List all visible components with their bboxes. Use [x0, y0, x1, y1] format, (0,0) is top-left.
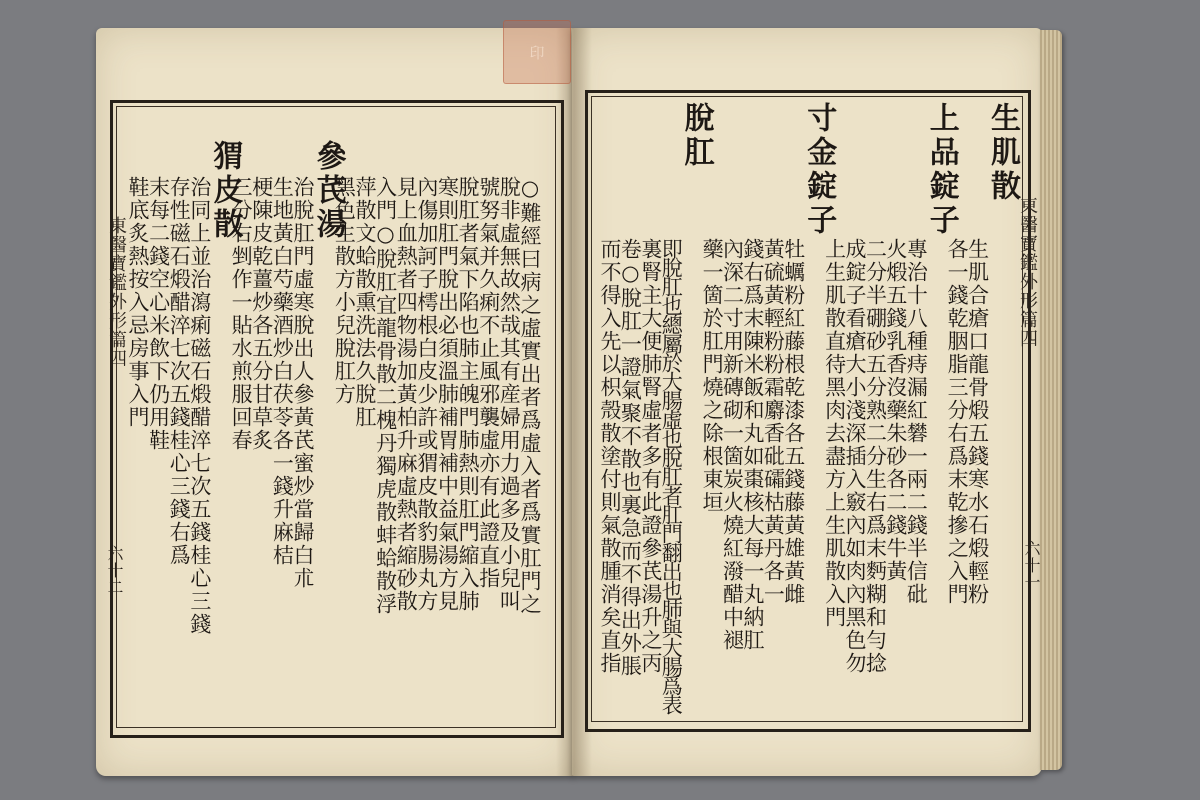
text-column: 脫非虛無故然哉其有産婦用力過多及小兒叫: [497, 176, 522, 613]
text-column: 入門○脫肛宜龍骨散二槐丹獨虎散蚌蛤散浮: [373, 176, 398, 616]
text-column: 見上血熱者四物湯加黃柏升麻虛熱者縮砂散: [394, 176, 419, 613]
text-column: 藥一箇於肛門燒之除根東垣: [700, 238, 725, 514]
text-column: 專治十八種痔漏紅礬一兩二錢半信砒: [904, 238, 929, 606]
recipe-heading: 猬皮散: [207, 140, 243, 242]
recipe-heading: 參芪湯: [310, 140, 346, 242]
text-column: 治同上並治瀉痢磁石煅醋淬七次五錢桂心三錢: [187, 176, 212, 636]
text-column: 而不得入先以枳殼散塗付則氣散腫消矣直指: [598, 238, 622, 675]
left-folio: 六十二: [105, 545, 124, 596]
recipe-heading: 脫肛: [678, 102, 714, 170]
text-column: 生肌合瘡口龍骨煅五錢寒水石煅輕粉: [965, 238, 990, 606]
text-column: ○難經曰病之虛實出者爲虛入者爲實肛門之: [518, 176, 542, 616]
text-column: 存性磁石煅醋淬七次五錢桂心三錢右爲: [167, 176, 192, 567]
library-seal: 印: [503, 20, 571, 84]
text-column: 裏腎主大便肺腎虛者多有此證參芪湯升之丙: [638, 238, 663, 675]
text-column: 三分右剉作一貼水煎服回春: [229, 176, 254, 452]
text-column: 即脫肛也總屬於大腸虛也脫肛者肛門翻出也肺與大腸爲表: [659, 238, 684, 713]
text-column: 萍散文蛤散熏洗法久脫肛: [352, 176, 377, 429]
page-edges: [1040, 30, 1062, 770]
text-column: 號努氣并久痢不止風邪襲虛亦有此證直指: [476, 176, 501, 590]
recipe-heading: 寸金錠子: [801, 102, 837, 238]
recipe-heading: 生肌散: [985, 102, 1020, 204]
text-column: 各一錢乾胭脂三分右爲末乾摻之入門: [945, 238, 970, 606]
text-column: 上生肌散直待黑肉去盡方上生肌散入門: [822, 238, 847, 629]
text-column: 梗陳皮乾薑炒各五分甘草炙: [249, 176, 274, 452]
text-column: 黑色生散方小兒脫肛方: [332, 176, 357, 406]
text-column: 二分半硼砂五分熟二分生右爲末麪糊和勻捻: [863, 238, 888, 675]
text-column: 鞋底炙熱按入忌房事入門: [126, 176, 150, 429]
text-column: 內深二寸用新磚砌一箇炭火燒紅潑醋中褪: [720, 238, 745, 652]
right-running-title: 東醫寶鑑外形篇四: [1017, 196, 1038, 348]
text-column: 治脫肛門虛寒脫出人參黃芪蜜炒當歸白朮: [291, 176, 316, 590]
text-column: 黃硫黃輕粉粉霜麝香砒礵枯黃丹各一: [761, 238, 786, 606]
right-folio: 六十一: [1022, 540, 1041, 591]
left-running-title: 東醫寶鑑外形篇四: [106, 216, 127, 368]
text-column: 末每二錢空心米飲下仍用鞋: [146, 176, 171, 452]
text-column: 脫肛者氣下陷也肺主魄門肺熱則肛門縮入肺: [456, 176, 481, 613]
text-column: 卷○脫肛一證氣聚不散也裏急而不得出外脹: [618, 238, 643, 678]
text-column: 牡蠣粉紅藤根乾漆各五錢藤黃雄黃雌: [781, 238, 806, 606]
text-column: 錢右爲末陳米飯和丸如棗核大每一丸納肛: [740, 238, 765, 652]
text-column: 生地黃白芍藥酒炒白茯苓各一錢升麻桔: [270, 176, 295, 567]
text-column: 成錠子看瘡大小淺深插入竅內如肉內黑色勿: [843, 238, 868, 675]
text-column: 內傷加訶子樗根白皮少許或猬皮散豹腸丸方: [414, 176, 439, 613]
recipe-heading: 上品錠子: [923, 102, 959, 238]
text-column: 寒則肛門脫出必須溫肺補胃補中益氣湯方見: [435, 176, 460, 613]
text-column: 火煅五錢乳香沒藥朱砂各二錢牛黃: [883, 238, 908, 583]
